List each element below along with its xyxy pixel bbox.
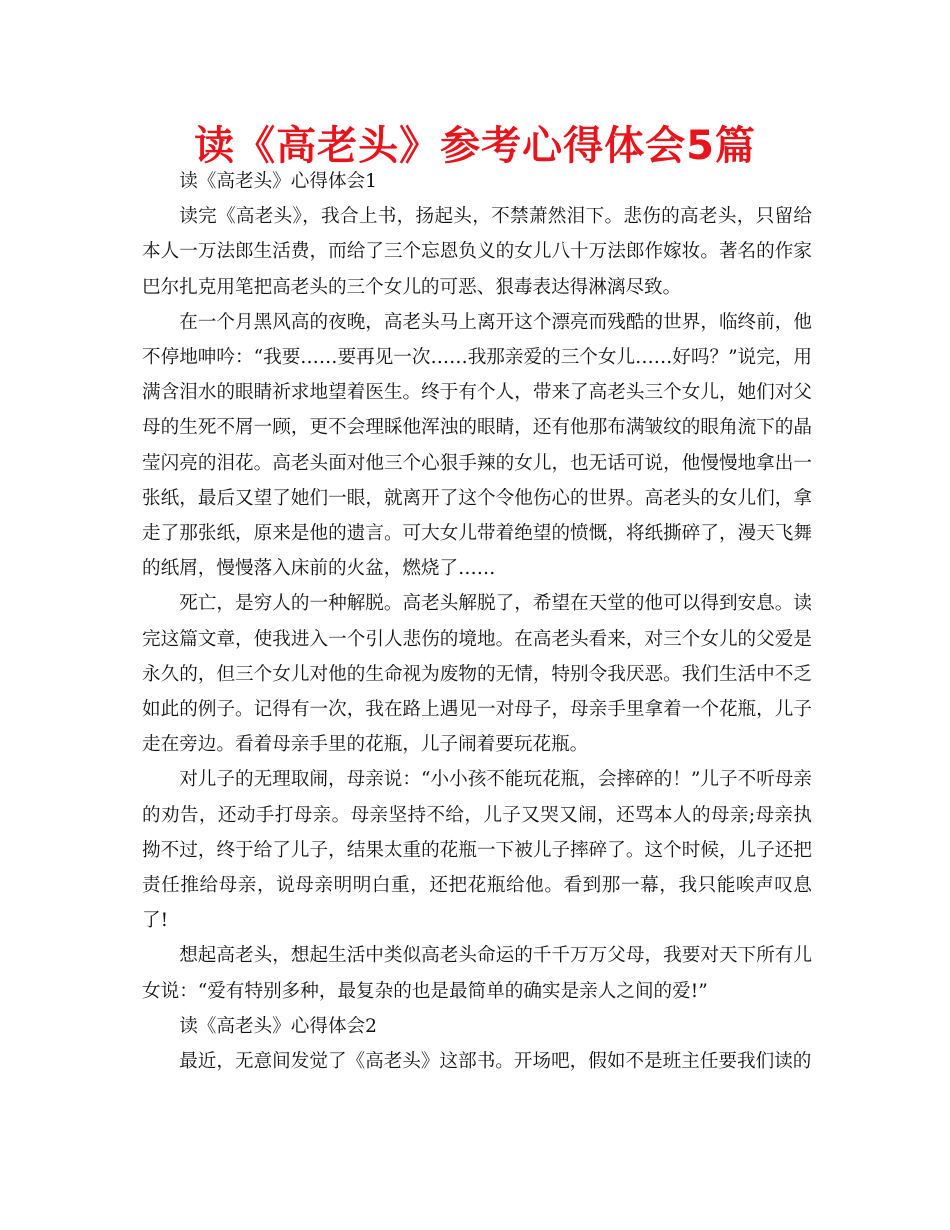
paragraph: 想起高老头，想起生活中类似高老头命运的千千万万父母，我要对天下所有儿女说：“爱有特别多种，最复杂的也是最简单的确实是亲人之间的爱!” [142, 945, 812, 1002]
section-heading-2: 读《高老头》心得体会2 [179, 1015, 377, 1037]
section-heading-1: 读《高老头》心得体会1 [179, 171, 377, 192]
paragraph: 最近，无意间发觉了《高老头》这部书。开场吧，假如不是班主任要我们读的 [179, 1051, 812, 1073]
document-title: 读《高老头》参考心得体会5篇 [194, 123, 756, 169]
paragraph: 读完《高老头》，我合上书，扬起头，不禁萧然泪下。悲伤的高老头，只留给本人一万法郎生活费，而给了三个忘恩负义的女儿八十万法郎作嫁妆。著名的作家巴尔扎克用笔把高老头的三个女儿的可恶、狠毒表达得淋漓尽致。 [142, 206, 812, 298]
paragraph: 在一个月黑风高的夜晚，高老头马上离开这个漂亮而残酷的世界，临终前，他不停地呻吟：“我要……要再见一次……我那亲爱的三个女儿……好吗？”说完，用满含泪水的眼睛祈求地望着医生。终于有个人，带来了高老头三个女儿，她们对父母的生死不屑一顾，更不会理睬他浑浊的眼睛，还有他那布满皱纹的眼角流下的晶莹闪亮的泪花。高老头面对他三个心狠手辣的女儿，也无话可说，他慢慢地拿出一张纸，最后又望了她们一眼，就离开了这个令他伤心的世界。高老头的女儿们，拿走了那张纸，原来是他的遗言。可大女儿带着绝望的愤慨，将纸撕碎了，漫天飞舞的纸屑，慢慢落入床前的火盆，燃烧了…… [142, 311, 812, 580]
paragraph: 对儿子的无理取闹，母亲说：“小小孩不能玩花瓶，会摔碎的！”儿子不听母亲的劝告，还动手打母亲。母亲坚持不给，儿子又哭又闹，还骂本人的母亲;母亲执拗不过，终于给了儿子，结果太重的花瓶一下被儿子摔碎了。这个时候，儿子还把责任推给母亲，说母亲明明白重，还把花瓶给他。看到那一幕，我只能唉声叹息了! [142, 769, 812, 932]
document-body [142, 164, 812, 1079]
paragraph: 死亡，是穷人的一种解脱。高老头解脱了，希望在天堂的他可以得到安息。读完这篇文章，使我进入一个引人悲伤的境地。在高老头看来，对三个女儿的父爱是永久的，但三个女儿对他的生命视为废物的无情，特别令我厌恶。我们生活中不乏如此的例子。记得有一次，我在路上遇见一对母子，母亲手里拿着一个花瓶，儿子走在旁边。看着母亲手里的花瓶，儿子闹着要玩花瓶。 [142, 593, 812, 756]
